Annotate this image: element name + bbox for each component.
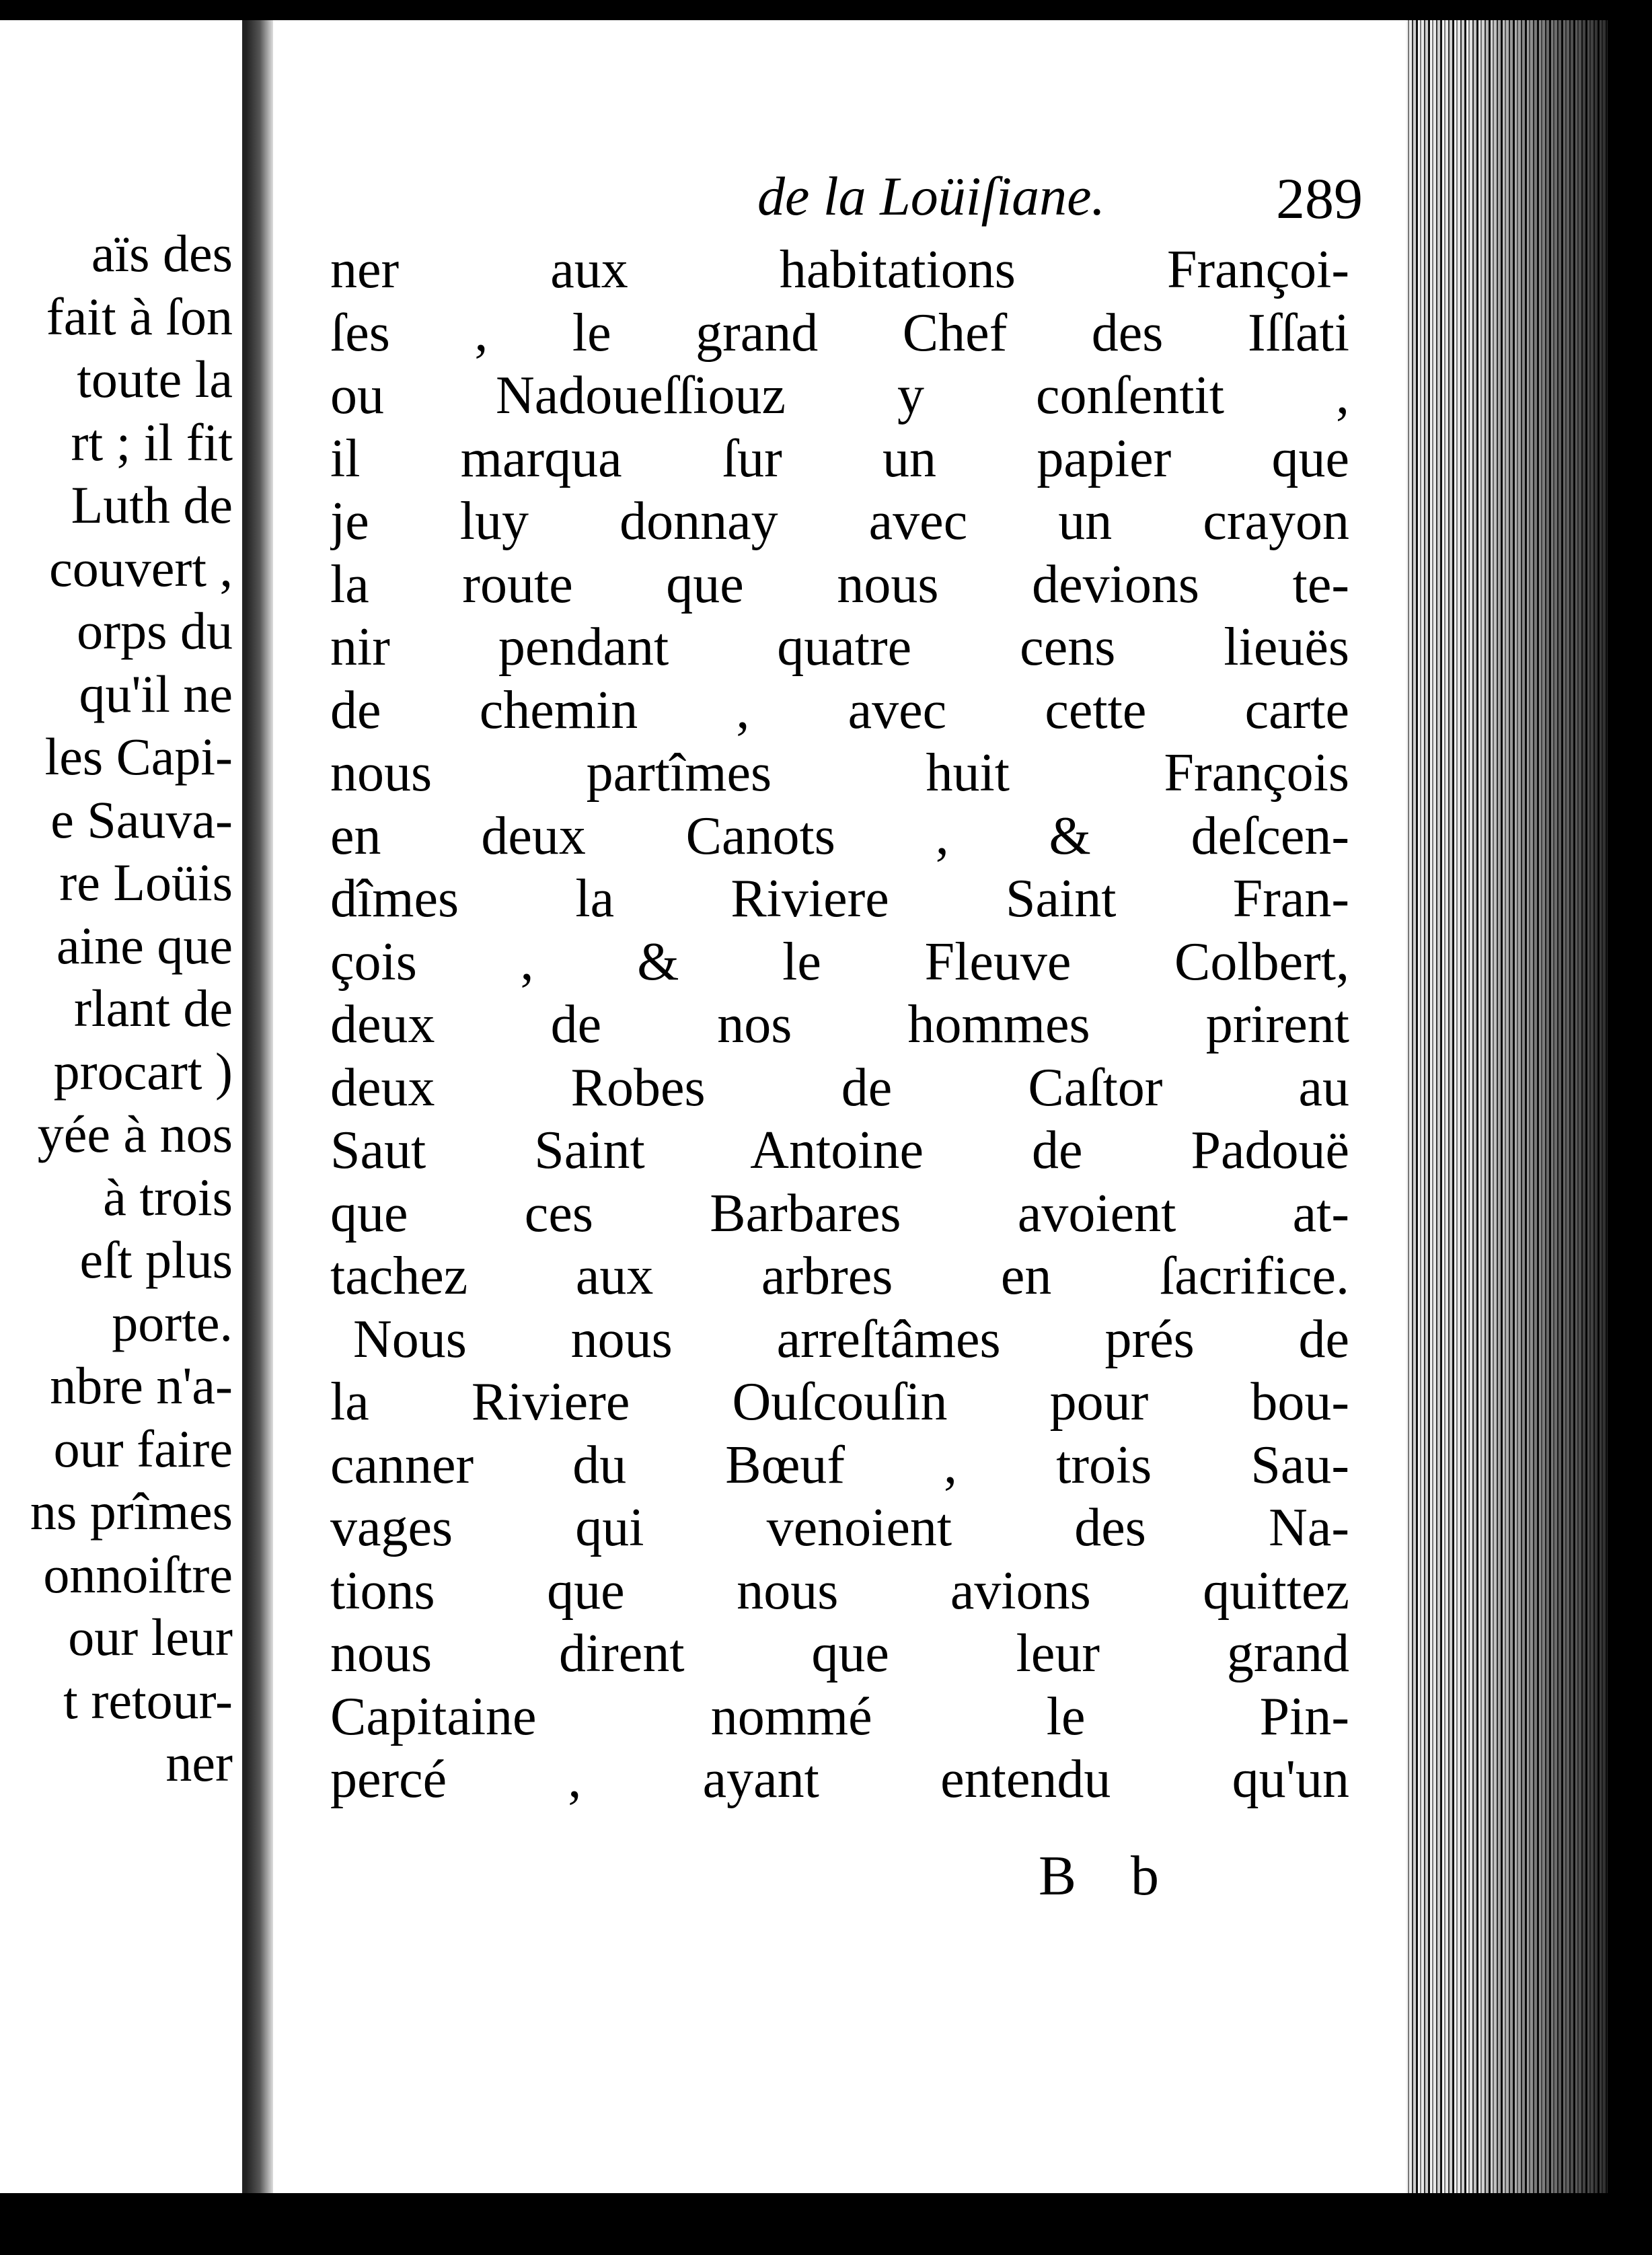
left-line: qu'il ne: [79, 664, 233, 723]
text-line: en deux Canots , & deſcen-: [330, 806, 1349, 866]
text-line: nous dirent que leur grand: [330, 1624, 1349, 1683]
left-line: toute la: [77, 350, 233, 408]
left-page-text: [30, 222, 233, 1795]
main-page: [273, 20, 1406, 2193]
book-gutter: [246, 20, 273, 2193]
text-line: canner du Bœuf , trois Sau-: [330, 1435, 1349, 1495]
left-line: orps du: [77, 601, 233, 660]
text-line: tions que nous avions quittez: [330, 1561, 1349, 1621]
left-line: our faire: [53, 1419, 233, 1478]
text-line: la route que nous devions te-: [330, 554, 1349, 614]
left-line: yée à nos: [37, 1105, 233, 1163]
text-line: la Riviere Ouſcouſin pour bou-: [330, 1372, 1349, 1432]
left-line: nbre n'a-: [50, 1356, 233, 1415]
left-line: les Capi-: [44, 727, 233, 786]
text-line: dîmes la Riviere Saint Fran-: [330, 869, 1349, 928]
text-line: deux Robes de Caſtor au: [330, 1058, 1349, 1117]
signature-mark: B b: [1039, 1845, 1180, 1907]
text-line: vages qui venoient des Na-: [330, 1498, 1349, 1557]
left-line: aïs des: [91, 224, 233, 283]
running-head: [488, 165, 1363, 239]
text-line: deux de nos hommes prirent: [330, 995, 1349, 1054]
text-line: ſes , le grand Chef des Iſſati: [330, 303, 1349, 363]
text-line: percé , ayant entendu qu'un: [330, 1750, 1349, 1809]
text-line: Capitaine nommé le Pin-: [330, 1687, 1349, 1746]
left-line: porte.: [112, 1293, 233, 1352]
left-line: à trois: [103, 1167, 233, 1226]
left-line: fait à ſon: [46, 287, 233, 346]
text-line: ner aux habitations Françoi-: [330, 240, 1349, 299]
left-line: our leur: [68, 1608, 233, 1666]
left-line: re Loüis: [59, 853, 233, 912]
left-line: rt ; il fit: [71, 412, 233, 472]
paragraph-start-line: Nous nous arreſtâmes prés de: [353, 1309, 1349, 1369]
left-line: procart ): [53, 1041, 233, 1101]
left-line: e Sauva-: [50, 790, 233, 849]
text-line: tachez aux arbres en ſacrifice.: [330, 1247, 1349, 1306]
left-page-fragment: [0, 20, 246, 2193]
body-text: [330, 239, 1349, 1812]
text-line: que ces Barbares avoient at-: [330, 1183, 1349, 1243]
page-edges-shadow: [1466, 20, 1608, 2193]
left-line: t retour-: [63, 1670, 233, 1730]
left-line: aine que: [56, 916, 233, 975]
text-line: Saut Saint Antoine de Padouë: [330, 1121, 1349, 1180]
left-line: eſt plus: [79, 1230, 233, 1289]
left-line: rlant de: [73, 979, 233, 1037]
text-line: çois , & le Fleuve Colbert,: [330, 932, 1349, 992]
text-line: ou Nadoueſſiouz y conſentit ,: [330, 366, 1349, 425]
left-line: ner: [165, 1734, 233, 1792]
text-line: de chemin , avec cette carte: [330, 680, 1349, 740]
left-line: couvert ,: [49, 538, 233, 597]
running-title: de la Loüiſiane.: [757, 165, 1106, 227]
page-number: 289: [1276, 166, 1363, 231]
text-line: nous partîmes huit François: [330, 743, 1349, 803]
text-line: je luy donnay avec un crayon: [330, 492, 1349, 551]
text-line: nir pendant quatre cens lieuës: [330, 618, 1349, 677]
left-line: Luth de: [71, 476, 233, 534]
text-line: il marqua ſur un papier que: [330, 429, 1349, 488]
left-line: ns prîmes: [30, 1482, 233, 1541]
left-line: onnoiſtre: [43, 1545, 233, 1604]
